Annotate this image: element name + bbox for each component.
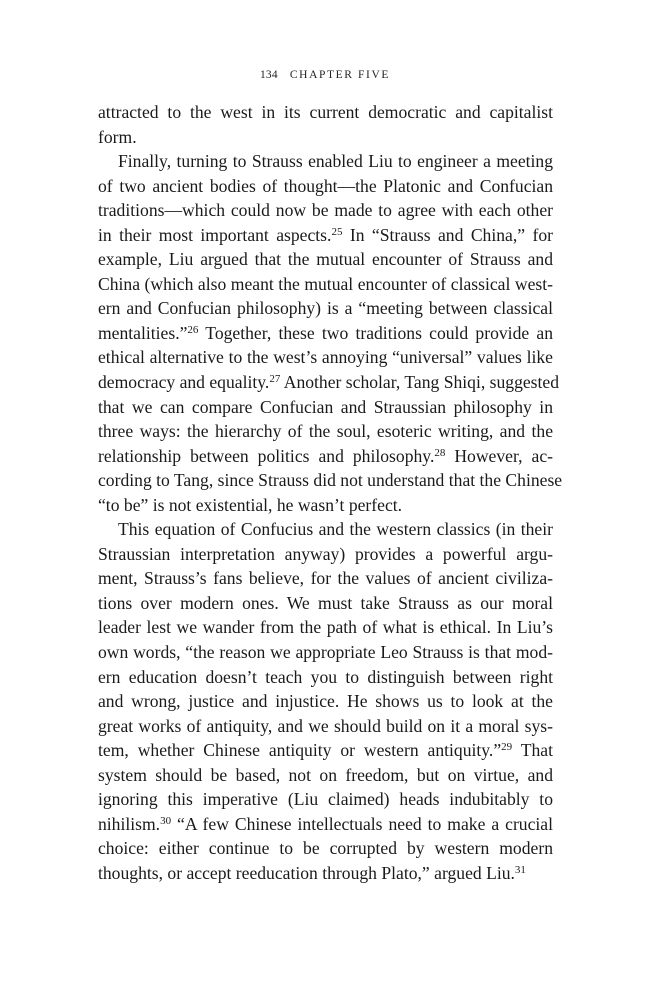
text-line: form. [98, 126, 137, 147]
text-line: great works of antiquity, and we should build on it a moral sys- [98, 715, 553, 736]
footnote-ref: 31 [514, 863, 526, 876]
page-number: 134 [259, 69, 278, 81]
text-line: “to be” is not existential, he wasn’t perfect. [98, 494, 403, 515]
running-head [0, 69, 650, 81]
text-line: of two ancient bodies of thought—the Platonic and Confucian [98, 175, 553, 196]
text-line: ern education doesn’t teach you to distinguish between right [98, 666, 553, 687]
text-line: ern and Confucian philosophy) is a “meeting between classical [98, 298, 553, 319]
paragraph [98, 149, 563, 517]
text-line: that we can compare Confucian and Straussian philosophy in [98, 396, 553, 417]
footnote-ref: 26 [187, 323, 199, 336]
footnote-ref: 30 [160, 814, 172, 827]
footnote-ref: 28 [434, 446, 446, 459]
text-line: nihilism.$^{30}$ “A few Chinese intellectuals need to make a crucial [98, 813, 553, 834]
text-line: example, Liu argued that the mutual encounter of Strauss and [98, 249, 553, 270]
paragraph [98, 100, 553, 149]
text-line: cording to Tang, since Strauss did not understand that the Chinese [98, 470, 563, 491]
text-line: choice: either continue to be corrupted by western modern [98, 838, 553, 859]
text-line: tem, whether Chinese antiquity or western antiquity.”$^{29}$ That [98, 740, 553, 761]
text-line: This equation of Confucius and the western classics (in their [118, 519, 553, 540]
text-line: mentalities.”$^{26}$ Together, these two traditions could provide an [98, 322, 553, 343]
text-line: tions over modern ones. We must take Strauss as our moral [98, 592, 553, 613]
text-line: three ways: the hierarchy of the soul, esoteric writing, and the [98, 421, 553, 442]
body-text [98, 100, 563, 886]
text-line: in their most important aspects.$^{25}$ In “Strauss and China,” for [98, 224, 553, 245]
footnote-ref: 25 [331, 225, 343, 238]
text-line: ment, Strauss’s fans believe, for the values of ancient civiliza- [98, 568, 553, 589]
text-line: China (which also meant the mutual encounter of classical west- [98, 273, 553, 294]
footnote-ref: 29 [501, 741, 513, 754]
paragraph [98, 517, 553, 885]
text-line: and wrong, justice and injustice. He shows us to look at the [98, 691, 553, 712]
text-line: leader lest we wander from the path of what is ethical. In Liu’s [98, 617, 553, 638]
text-line: own words, “the reason we appropriate Leo Strauss is that mod- [98, 642, 553, 663]
text-line: ignoring this imperative (Liu claimed) heads indubitably to [98, 789, 553, 810]
text-line: democracy and equality.$^{27}$ Another scholar, Tang Shiqi, suggested [98, 372, 560, 393]
text-line: Finally, turning to Strauss enabled Liu to engineer a meeting [118, 151, 553, 172]
text-line: Straussian interpretation anyway) provides a powerful argu- [98, 543, 553, 564]
text-line: system should be based, not on freedom, but on virtue, and [98, 764, 553, 785]
text-line: relationship between politics and philosophy.$^{28}$ However, ac- [98, 445, 553, 466]
text-line: traditions—which could now be made to agree with each other [98, 200, 553, 221]
chapter-title: CHAPTER FIVE [289, 69, 391, 81]
text-line: thoughts, or accept reeducation through Plato,” argued Liu.$^{31}$ [98, 862, 526, 883]
footnote-ref: 27 [269, 373, 281, 386]
text-line: ethical alternative to the west’s annoying “universal” values like [98, 347, 553, 368]
text-line: attracted to the west in its current democratic and capitalist [98, 102, 553, 122]
